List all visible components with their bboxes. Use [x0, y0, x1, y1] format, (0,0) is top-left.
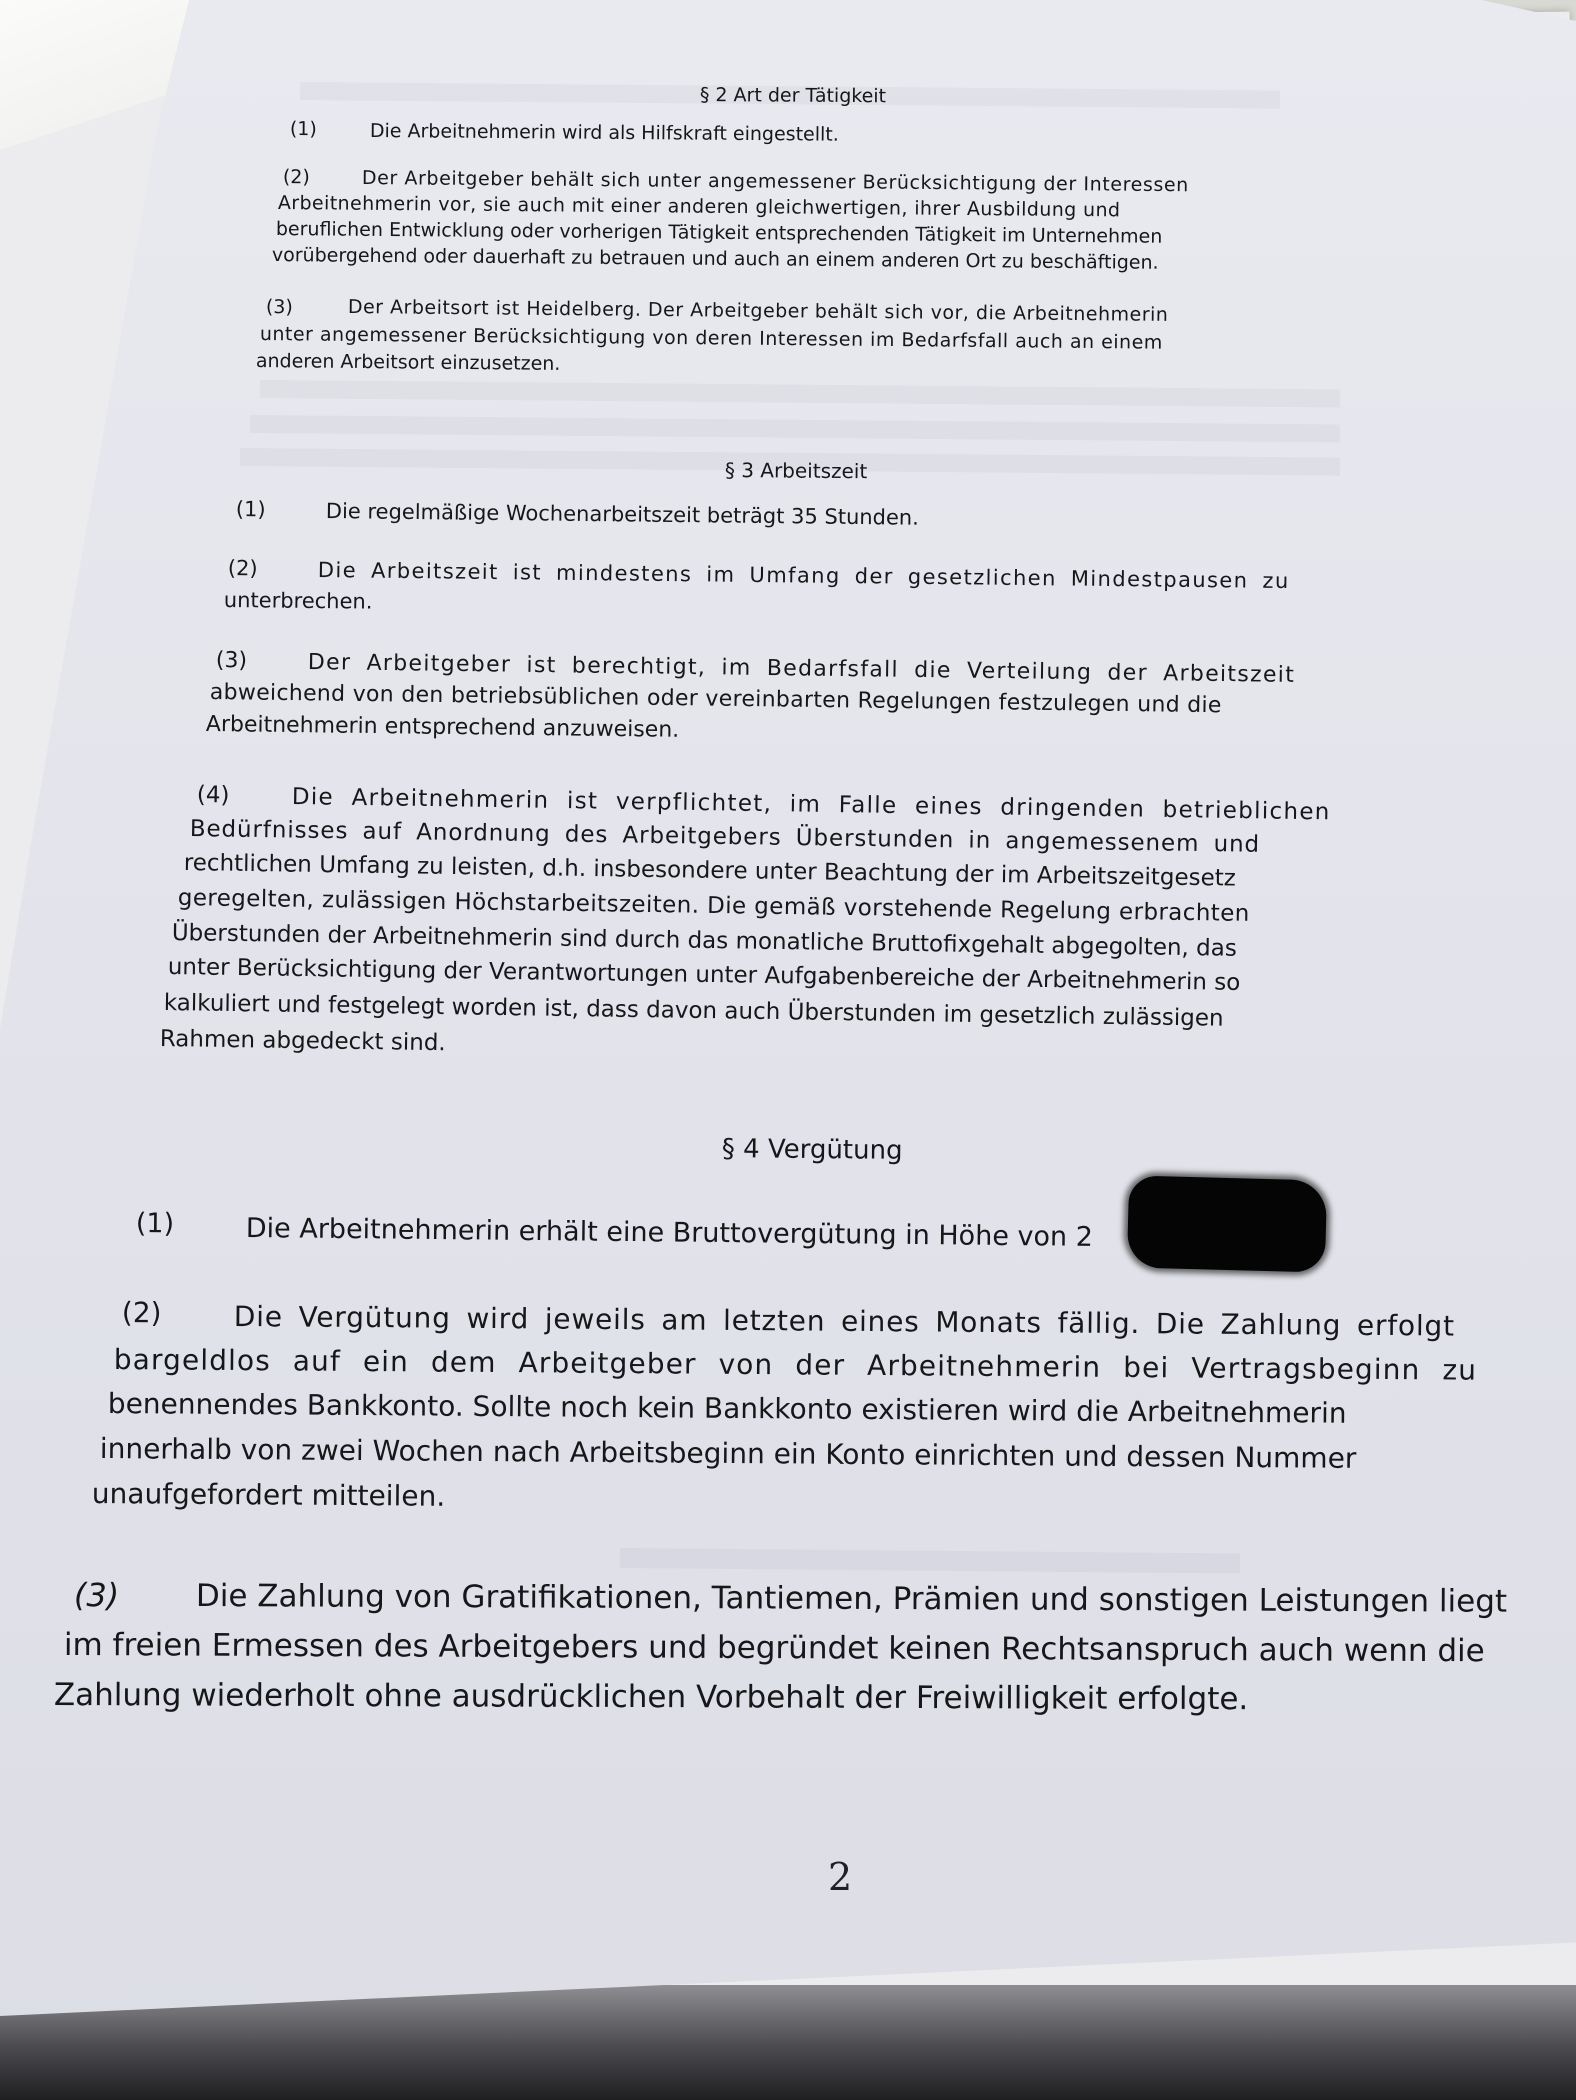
paragraph-line: unterbrechen. [223, 588, 373, 614]
paragraph-line: Der Arbeitgeber behält sich unter angemessener Berücksichtigung der Interessen [361, 167, 1189, 197]
section-heading-4: § 4 Vergütung [721, 1134, 903, 1166]
paragraph-line: unter angemessener Berücksichtigung von deren Interessen im Bedarfsfall auch an einem [259, 323, 1163, 354]
section-heading-2: § 2 Art der Tätigkeit [699, 84, 887, 108]
paragraph-number: (1) [235, 497, 266, 522]
paragraph-line: Arbeitnehmerin entsprechend anzuweisen. [205, 712, 680, 743]
paragraph-line: bargeldlos auf ein dem Arbeitgeber von der Arbeitnehmerin bei Vertragsbeginn zu [113, 1343, 1478, 1387]
paragraph-line: Der Arbeitgeber ist berechtigt, im Bedarfsfall die Verteilung der Arbeitszeit [307, 650, 1296, 688]
paragraph-line: vorübergehend oder dauerhaft zu betrauen und auch an einem anderen Ort zu beschäftigen. [271, 244, 1159, 274]
page-number: 2 [828, 1855, 853, 1899]
paragraph-line: kalkuliert und festgelegt worden ist, dass davon auch Überstunden im gesetzlich zulässigen [163, 990, 1224, 1032]
paragraph-number: (3) [265, 296, 293, 319]
paragraph-line: benennendes Bankkonto. Sollte noch kein Bankkonto existieren wird die Arbeitnehmerin [107, 1387, 1347, 1430]
paragraph-line: Zahlung wiederholt ohne ausdrücklichen Vorbehalt der Freiwilligkeit erfolgte. [53, 1677, 1249, 1718]
paragraph-line: Die Vergütung wird jeweils am letzten eines Monats fällig. Die Zahlung erfolgt [233, 1300, 1455, 1343]
section-heading-3: § 3 Arbeitszeit [724, 458, 868, 484]
paragraph-line: Der Arbeitsort ist Heidelberg. Der Arbeitgeber behält sich vor, die Arbeitnehmerin [347, 296, 1169, 326]
paragraph-line: anderen Arbeitsort einzusetzen. [255, 350, 561, 375]
paragraph-line: Die Zahlung von Gratifikationen, Tantiemen, Prämien und sonstigen Leistungen liegt [195, 1578, 1508, 1620]
paragraph-line: Rahmen abgedeckt sind. [159, 1026, 446, 1057]
paragraph-line: Die Arbeitnehmerin erhält eine Bruttovergütung in Höhe von 2 [245, 1213, 1094, 1253]
paragraph-number: (1) [135, 1208, 175, 1240]
paragraph-line: unter Berücksichtigung der Verantwortungen unter Aufgabenbereiche der Arbeitnehmerin so [167, 954, 1241, 996]
paragraph-number: (2) [227, 556, 258, 581]
paragraph-line: Überstunden der Arbeitnehmerin sind durch das monatliche Bruttofixgehalt abgegolten, das [171, 920, 1238, 962]
paragraph-line: abweichend von den betriebsüblichen oder vereinbarten Regelungen festzulegen und die [209, 680, 1222, 719]
redaction-mark [1127, 1175, 1327, 1272]
paragraph-number: (4) [196, 782, 230, 809]
paragraph-line: Die regelmäßige Wochenarbeitszeit beträgt 35 Stunden. [325, 499, 920, 530]
paragraph-number: (2) [282, 166, 310, 189]
paragraph-number: (1) [289, 118, 317, 141]
paragraph-number: (2) [121, 1296, 162, 1330]
paragraph-line: Die Arbeitnehmerin ist verpflichtet, im Falle eines dringenden betrieblichen [291, 784, 1331, 826]
paragraph-line: rechtlichen Umfang zu leisten, d.h. insbesondere unter Beachtung der im Arbeitszeitgesetz [183, 850, 1237, 892]
paragraph-line: geregelten, zulässigen Höchstarbeitszeiten. Die gemäß vorstehende Regelung erbrachten [177, 885, 1250, 927]
paragraph-line: Bedürfnisses auf Anordnung des Arbeitgebers Überstunden in angemessenem und [189, 816, 1261, 858]
paragraph-number: (3) [73, 1576, 120, 1615]
paragraph-number: (3) [215, 648, 248, 674]
paragraph-line: innerhalb von zwei Wochen nach Arbeitsbeginn ein Konto einrichten und dessen Nummer [99, 1432, 1357, 1475]
paragraph-line: im freien Ermessen des Arbeitgebers und begründet keinen Rechtsanspruch auch wenn die [63, 1627, 1485, 1670]
paragraph-line: unaufgefordert mitteilen. [91, 1477, 446, 1513]
paragraph-line: beruflichen Entwicklung oder vorherigen Tätigkeit entsprechenden Tätigkeit im Unternehmen [275, 218, 1163, 248]
paragraph-line: Die Arbeitnehmerin wird als Hilfskraft eingestellt. [369, 120, 839, 146]
paragraph-line: Arbeitnehmerin vor, sie auch mit einer anderen gleichwertigen, ihrer Ausbildung und [277, 192, 1121, 222]
paragraph-line: Die Arbeitszeit ist mindestens im Umfang der gesetzlichen Mindestpausen zu [317, 558, 1290, 594]
